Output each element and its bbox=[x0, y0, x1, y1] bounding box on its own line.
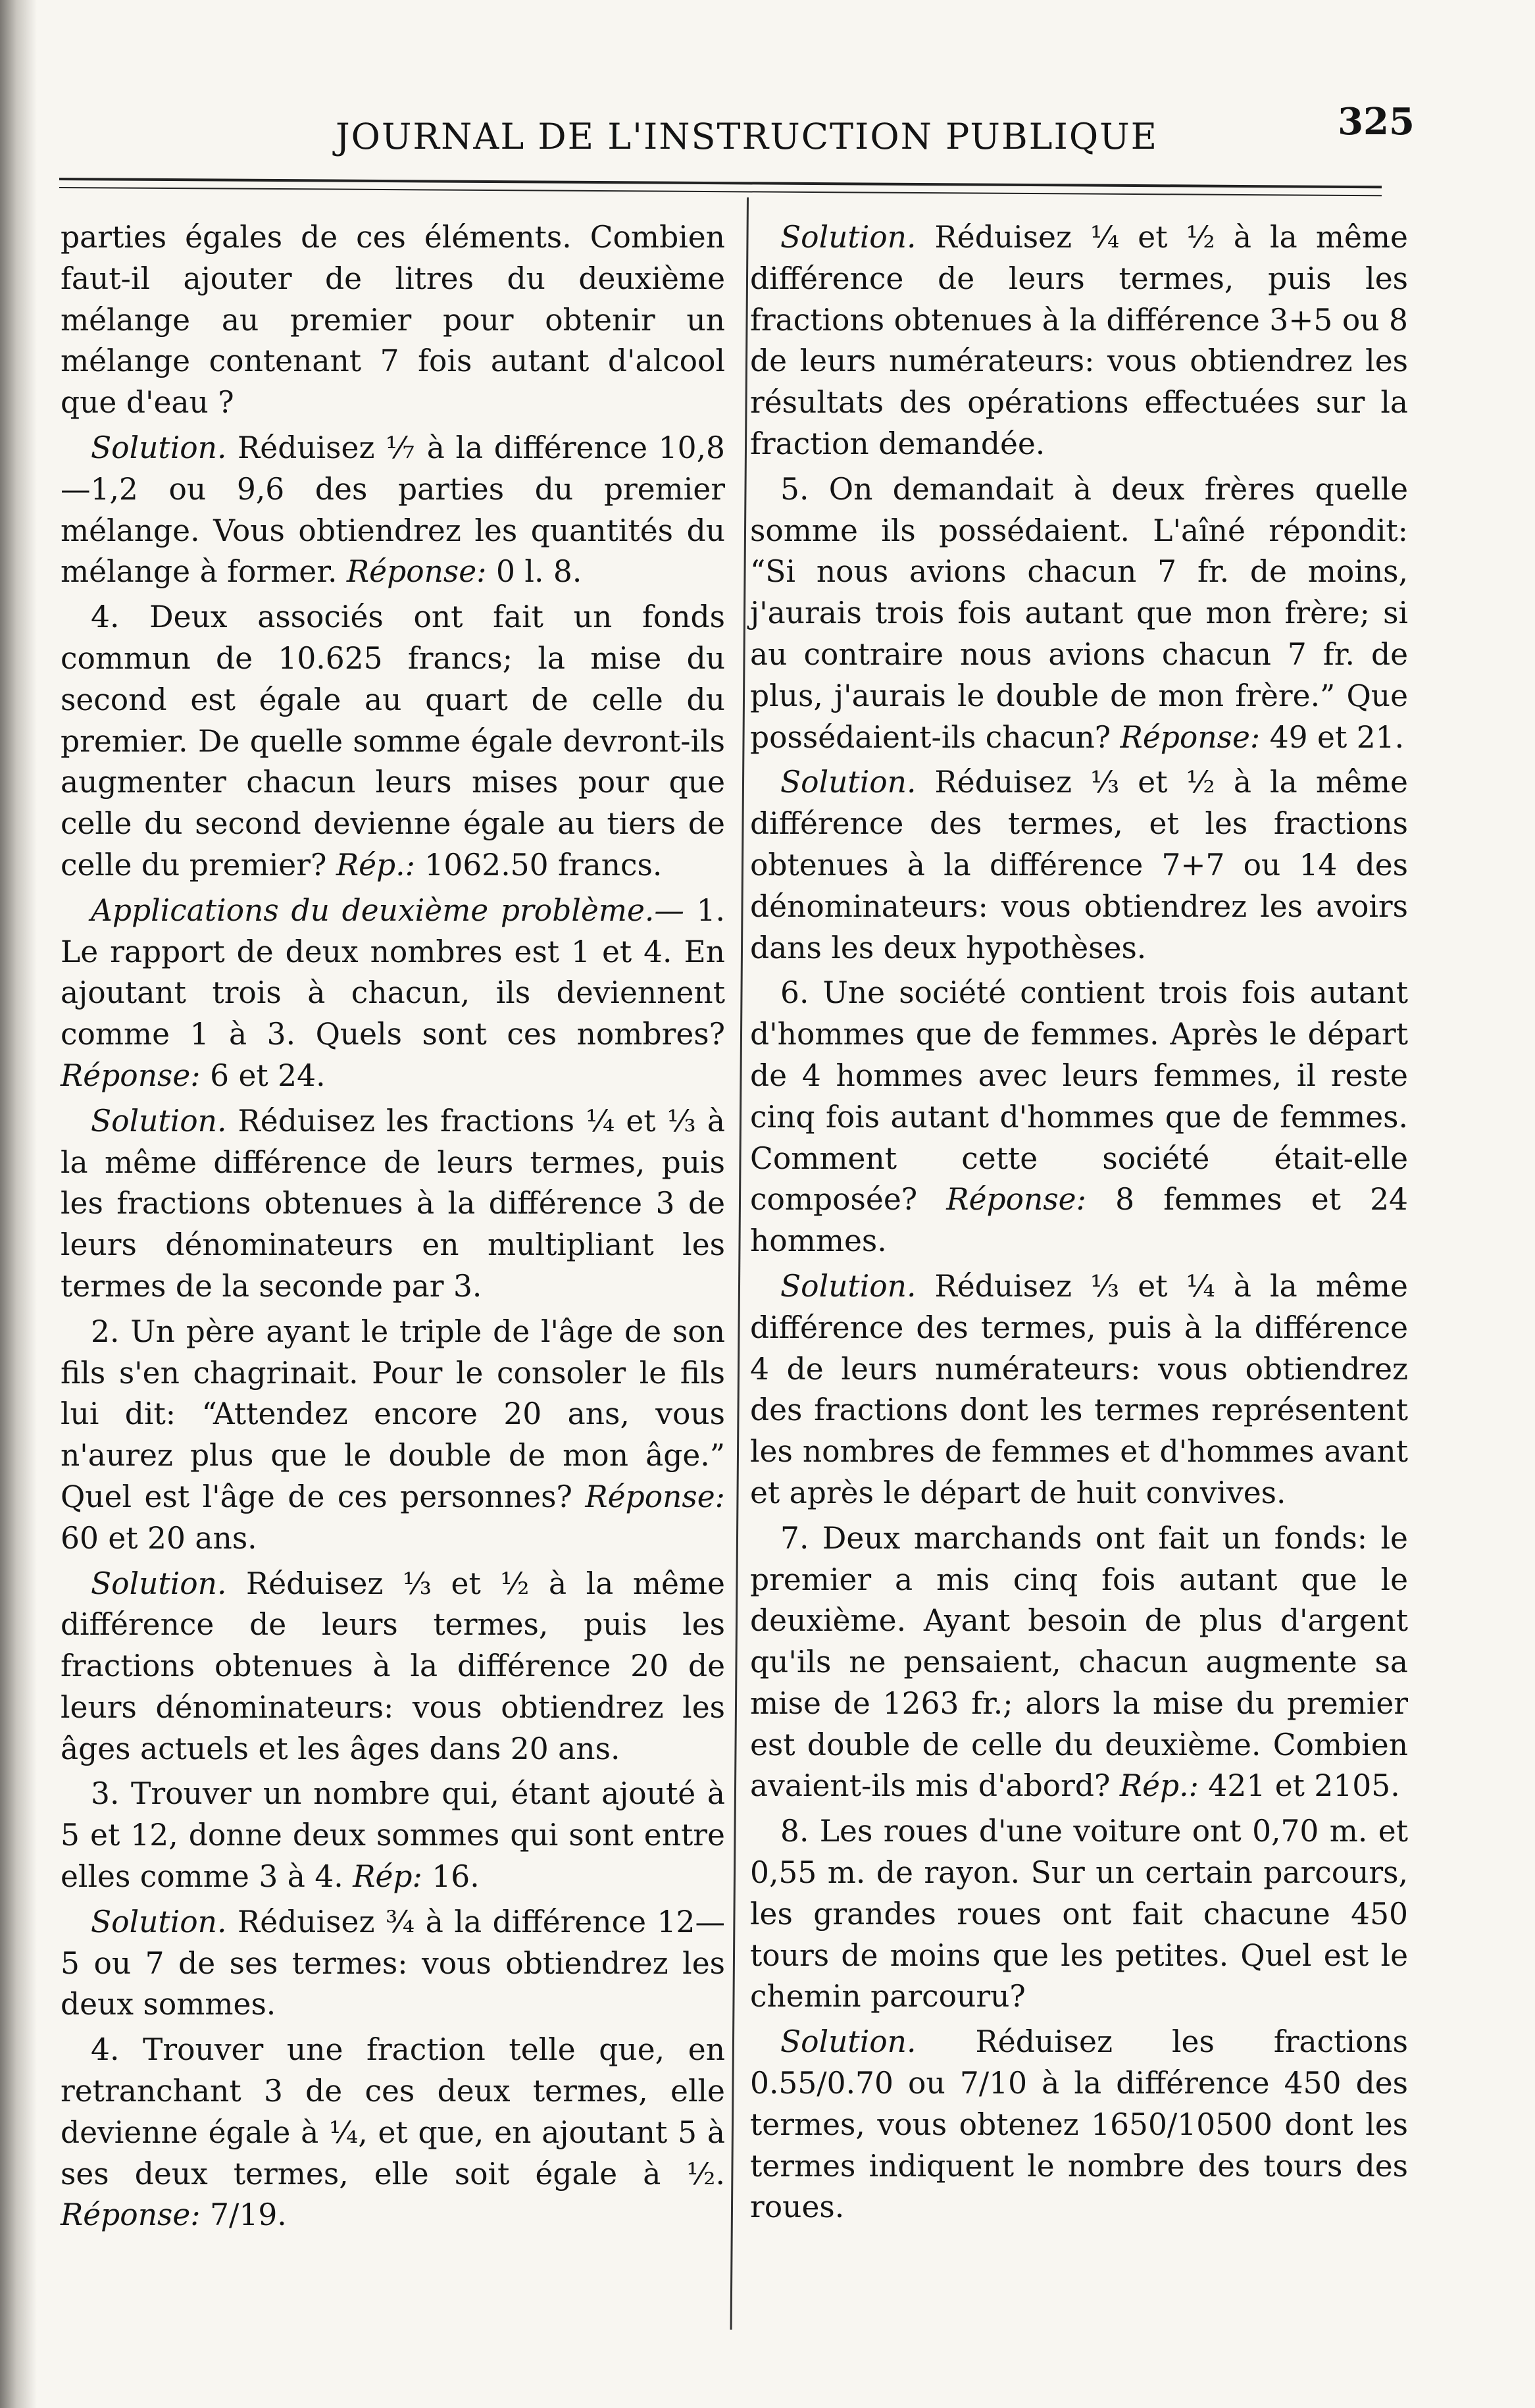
paragraph-text: Réduisez ⅓ et ½ à la même différence des termes, et les fractions obtenues à la différence 7+7 ou 14 des dénominateurs: vous obtiendrez les avoirs dans les deux hypothèses. bbox=[750, 765, 1408, 965]
answer-value: 60 et 20 ans. bbox=[61, 1520, 257, 1556]
paragraph-text: 6. Une société contient trois fois autant d'hommes que de femmes. Après le départ de 4 hommes avec leurs femmes, il reste cinq fois autant d'hommes que de femmes. Comment cette société était-elle composée? bbox=[750, 975, 1408, 1217]
paragraph-text: Réduisez ⅓ et ½ à la même différence de leurs termes, puis les fractions obtenues à la différence 20 de leurs dénominateurs: vous obtiendrez les âges actuels et les âges dans 20 ans. bbox=[61, 1566, 725, 1766]
page-number: 325 bbox=[1338, 100, 1415, 143]
answer-label: Réponse: bbox=[917, 1182, 1086, 1217]
column-divider bbox=[730, 197, 749, 2330]
paragraph-text: Réduisez ⅐ à la différence 10,8—1,2 ou 9,6 des parties du premier mélange. Vous obtiendrez les quantités du mélange à former. bbox=[61, 430, 725, 590]
answer-value: 1062.50 francs. bbox=[415, 847, 663, 883]
paragraph bbox=[61, 1774, 725, 1897]
paragraph-lead: Solution. bbox=[91, 1566, 227, 1601]
answer-value: 8 femmes et 24 hommes. bbox=[750, 1182, 1409, 1259]
section-heading: Applications du deuxième problème.— bbox=[91, 892, 684, 928]
paragraph bbox=[61, 1564, 725, 1770]
answer-label: Réponse: bbox=[337, 554, 487, 590]
answer-value: 49 et 21. bbox=[1260, 719, 1405, 755]
paragraph-lead: Solution. bbox=[91, 1103, 227, 1139]
paragraph-text: parties égales de ces éléments. Combien faut-il ajouter de litres du deuxième mélange au premier pour obtenir un mélange contenant 7 fois autant d'alcool que d'eau ? bbox=[61, 220, 725, 421]
running-header bbox=[99, 92, 1415, 165]
paragraph-text: 4. Trouver une fraction telle que, en retranchant 3 de ces deux termes, elle devienne égale à ¼, et que, en ajoutant 5 à ses deux termes, elle soit égale à ½. bbox=[61, 2032, 725, 2191]
paragraph-text: 5. On demandait à deux frères quelle somme ils possédaient. L'aîné répondit: “Si nous avions chacun 7 fr. de moins, j'aurais trois fois autant que mon frère; si au contraire nous avions chacun 7 fr. de plus, j'aurais le double de mon frère.” Que possédaient-ils chacun? bbox=[750, 471, 1408, 755]
paragraph-lead: Solution. bbox=[91, 430, 227, 465]
paragraph bbox=[61, 1902, 725, 2026]
journal-title: JOURNAL DE L'INSTRUCTION PUBLIQUE bbox=[336, 116, 1159, 157]
paragraph-lead: Solution. bbox=[780, 765, 917, 800]
paragraph bbox=[750, 2022, 1408, 2228]
paragraph-text: 8. Les roues d'une voiture ont 0,70 m. et 0,55 m. de rayon. Sur un certain parcours, les grandes roues ont fait chacune 450 tours de moins que les petites. Quel est le chemin parcouru? bbox=[750, 1814, 1408, 2014]
answer-value: 16. bbox=[422, 1859, 480, 1895]
paragraph-text: 2. Un père ayant le triple de l'âge de son fils s'en chagrinait. Pour le consoler le fils lui dit: “Attendez encore 20 ans, vous n'aurez plus que le double de mon âge.” Quel est l'âge de ces personnes? bbox=[61, 1314, 725, 1514]
paragraph-text: Réduisez ¼ et ½ à la même différence de leurs termes, puis les fractions obtenues à la différence 3+5 ou 8 de leurs numérateurs: vous obtiendrez les résultats des opérations effectuées sur la fraction demandée. bbox=[750, 220, 1408, 461]
paragraph bbox=[750, 973, 1408, 1262]
header-rule-thin bbox=[59, 187, 1382, 196]
answer-label: Réponse: bbox=[61, 2197, 201, 2233]
answer-value: 0 l. 8. bbox=[486, 554, 582, 590]
answer-label: Réponse: bbox=[61, 1058, 201, 1093]
header-rule-thick bbox=[59, 178, 1382, 188]
answer-label: Réponse: bbox=[572, 1479, 725, 1514]
paragraph bbox=[750, 217, 1408, 465]
paragraph bbox=[61, 2030, 725, 2236]
paragraph bbox=[61, 597, 725, 886]
paragraph-lead: Solution. bbox=[91, 1904, 227, 1939]
paragraph-text: 1. Le rapport de deux nombres est 1 et 4. En ajoutant trois à chacun, ils deviennent comme 1 à 3. Quels sont ces nombres? bbox=[61, 892, 725, 1052]
answer-value: 6 et 24. bbox=[200, 1058, 326, 1093]
paragraph bbox=[750, 762, 1408, 969]
scan-binding-edge bbox=[0, 0, 37, 2408]
paragraph bbox=[750, 469, 1408, 759]
paragraph-text: Réduisez ⅓ et ¼ à la même différence des termes, puis à la différence 4 de leurs numérateurs: vous obtiendrez des fractions dont les termes représentent les nombres de femmes et d'hommes avant et après le départ de huit convives. bbox=[750, 1268, 1408, 1510]
left-column bbox=[61, 217, 725, 2240]
paragraph bbox=[750, 1518, 1408, 1808]
paragraph-lead: Solution. bbox=[780, 220, 917, 255]
paragraph-text: 7. Deux marchands ont fait un fonds: le premier a mis cinq fois autant que le deuxième. Ayant besoin de plus d'argent qu'ils ne pensaient, chacun augmente sa mise de 1263 fr.; alors la mise du premier est double de celle du deuxième. Combien avaient-ils mis d'abord? bbox=[750, 1520, 1408, 1804]
paragraph bbox=[61, 1312, 725, 1560]
paragraph-lead: Solution. bbox=[780, 2024, 917, 2060]
paragraph-text: Réduisez les fractions ¼ et ⅓ à la même différence de leurs termes, puis les fractions obtenues à la différence 3 de leurs dénominateurs en multipliant les termes de la seconde par 3. bbox=[61, 1103, 725, 1304]
answer-value: 421 et 2105. bbox=[1198, 1768, 1400, 1804]
answer-label: Rép.: bbox=[326, 847, 415, 883]
answer-label: Rép: bbox=[343, 1859, 422, 1895]
paragraph-text: 3. Trouver un nombre qui, étant ajouté à 5 et 12, donne deux sommes qui sont entre elles comme 3 à 4. bbox=[61, 1776, 725, 1895]
answer-label: Réponse: bbox=[1111, 719, 1261, 755]
paragraph bbox=[61, 1101, 725, 1308]
paragraph-lead: Solution. bbox=[780, 1268, 917, 1304]
right-column bbox=[750, 217, 1408, 2232]
answer-value: 7/19. bbox=[200, 2197, 287, 2233]
paragraph bbox=[750, 1811, 1408, 2018]
paragraph bbox=[61, 217, 725, 424]
answer-label: Rép.: bbox=[1110, 1768, 1199, 1804]
paragraph-text: Réduisez ¾ à la différence 12—5 ou 7 de ses termes: vous obtiendrez les deux sommes. bbox=[61, 1904, 725, 2022]
paragraph bbox=[61, 890, 725, 1097]
paragraph-text: Réduisez les fractions 0.55/0.70 ou 7/10 à la différence 450 des termes, vous obtenez 1650/10500 dont les termes indiquent le nombre des tours des roues. bbox=[750, 2024, 1408, 2225]
paragraph bbox=[61, 428, 725, 593]
paragraph bbox=[750, 1266, 1408, 1514]
paragraph-text: 4. Deux associés ont fait un fonds commun de 10.625 francs; la mise du second est égale au quart de celle du premier. De quelle somme égale devront-ils augmenter chacun leurs mises pour que celle du second devienne égale au tiers de celle du premier? bbox=[61, 600, 725, 883]
